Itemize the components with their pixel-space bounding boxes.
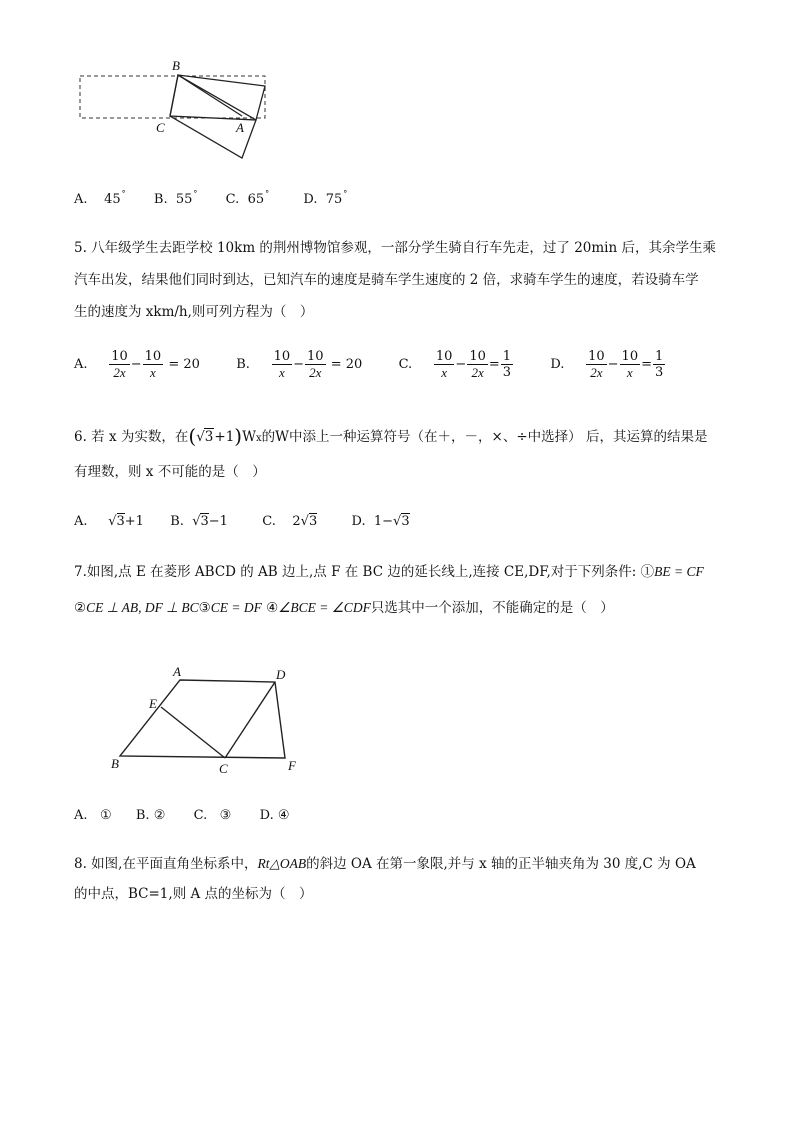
- q7-option-a[interactable]: A. ①: [74, 808, 112, 823]
- fold-figure: [70, 58, 280, 168]
- q4-option-b[interactable]: B. 55°: [153, 189, 198, 207]
- q6-option-b[interactable]: B. √3−1: [170, 514, 228, 529]
- q7-option-d[interactable]: D. ④: [259, 808, 290, 823]
- label-c: C: [156, 120, 165, 135]
- q4-options: [74, 190, 347, 211]
- q5-line-3: 生的速度为 xkm/h,则可列方程为（ ）: [74, 304, 314, 320]
- q5-line-2: 汽车出发，结果他们同时到达，已知汽车的速度是骑车学生速度的 2 倍，求骑车学生的速度，若设骑车学: [74, 272, 699, 288]
- q7-option-b[interactable]: B. ②: [135, 808, 166, 823]
- q5-option-b[interactable]: B. $\frac{10}{x}$ − $\frac{10}{2x}$ = 20: [236, 349, 363, 380]
- q6-line-2: 有理数，则 x 不可能的是（ ）: [74, 464, 266, 480]
- q8-line-2: 的中点，BC=1,则 A 点的坐标为（ ）: [74, 886, 313, 902]
- label-e: E: [149, 696, 157, 711]
- sqrt-expression: √3: [196, 429, 214, 445]
- q7-option-c[interactable]: C. ③: [193, 808, 232, 823]
- label-b: B: [111, 756, 119, 771]
- q5-options: [74, 348, 666, 382]
- rhombus-figure: [105, 660, 320, 780]
- q5-option-c[interactable]: C. $\frac{10}{x}$ − $\frac{10}{2x}$ = $\frac{1}{3}$: [398, 349, 512, 380]
- q6-line-1: 6. 若 x 为实数，在(√3+1)Wx的W中添上一种运算符号（在＋，－，×、÷中选择） 后，其运算的结果是: [74, 424, 708, 448]
- q7-line-2: ②CE ⊥ AB, DF ⊥ BC③CE = DF ④∠BCE = ∠CDF只选其中一个添加，不能确定的是（ ）: [74, 600, 614, 616]
- q7-options: [74, 806, 290, 826]
- q4-option-d[interactable]: D. 75°: [303, 189, 348, 207]
- q8-line-1: 8. 如图,在平面直角坐标系中，Rt△OAB的斜边 OA 在第一象限,并与 x 轴的正半轴夹角为 30 度,C 为 OA: [74, 856, 696, 872]
- label-f: F: [288, 758, 296, 773]
- q6-option-a[interactable]: A. √3+1: [74, 514, 144, 529]
- q5-option-d[interactable]: D. $\frac{10}{2x}$ − $\frac{10}{x}$ = $\frac{1}{3}$: [550, 349, 664, 380]
- q5-line-1: 5. 八年级学生去距学校 10km 的荆州博物馆参观，一部分学生骑自行车先走，过了 20min 后，其余学生乘: [74, 240, 716, 256]
- label-c: C: [219, 761, 228, 776]
- q4-option-c[interactable]: C. 65°: [225, 189, 270, 207]
- label-a: A: [173, 664, 181, 679]
- q6-options: [74, 512, 410, 532]
- q7-line-1: 7.如图,点 E 在菱形 ABCD 的 AB 边上,点 F 在 BC 边的延长线上,连接 CE,DF,对于下列条件: ①BE = CF: [74, 564, 704, 580]
- q5-option-a[interactable]: A. $\frac{10}{2x}$ − $\frac{10}{x}$ = 20: [74, 349, 200, 380]
- label-b: B: [172, 58, 180, 73]
- q4-option-a[interactable]: A. 45°: [74, 189, 126, 207]
- q6-option-c[interactable]: C. 2√3: [262, 514, 318, 529]
- label-a: A: [236, 120, 244, 135]
- label-d: D: [276, 667, 286, 682]
- q6-option-d[interactable]: D. 1−√3: [351, 514, 410, 529]
